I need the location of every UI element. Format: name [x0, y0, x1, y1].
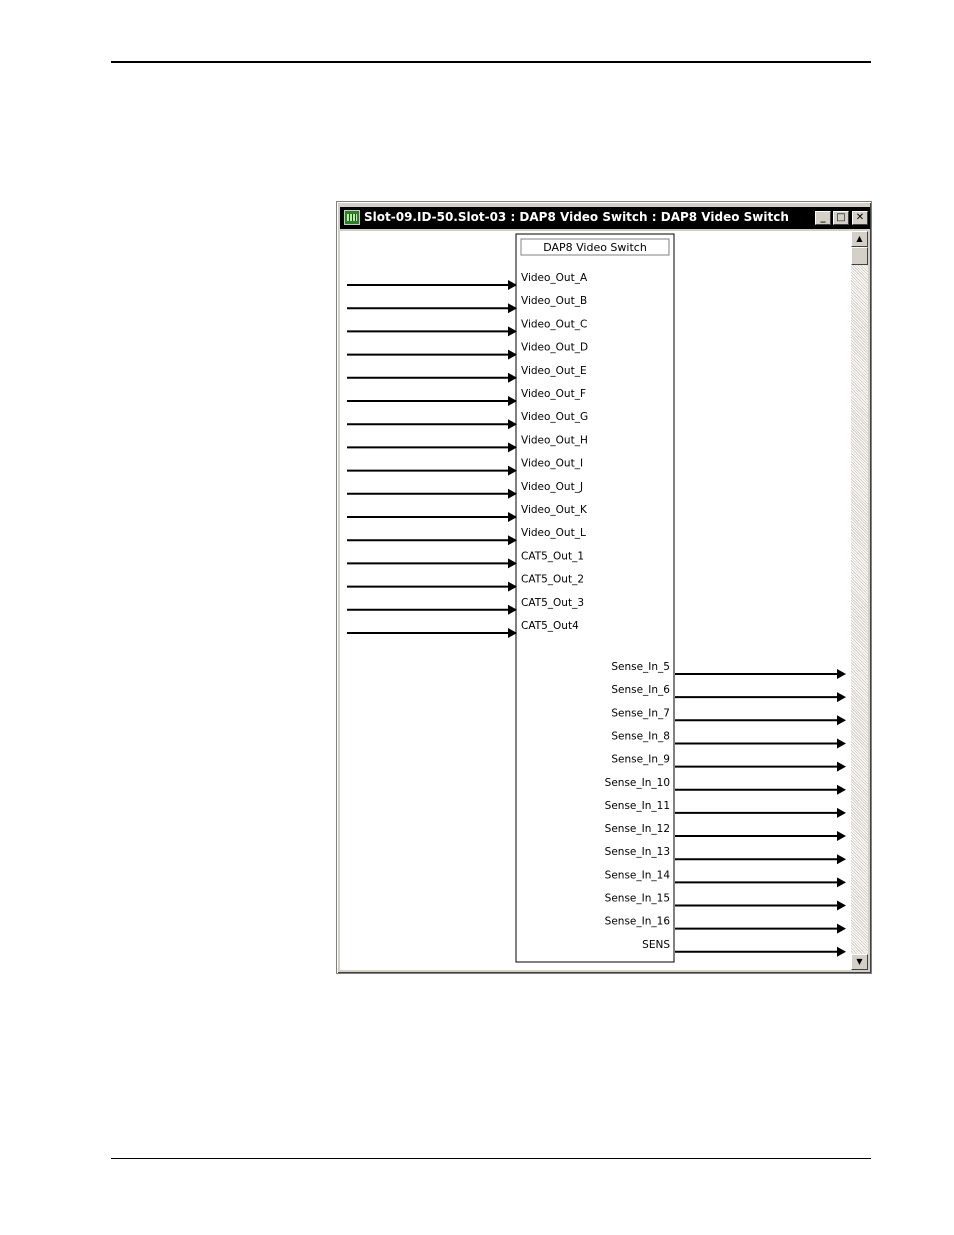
output-arrowhead	[837, 901, 846, 911]
output-signal-label[interactable]: Sense_In_12	[604, 823, 670, 836]
output-signal-label[interactable]: Sense_In_10	[604, 776, 670, 789]
output-arrowhead	[837, 947, 846, 957]
scroll-down-button[interactable]: ▼	[851, 954, 868, 970]
footer-rule	[111, 1158, 871, 1159]
output-signal-label[interactable]: Sense_In_7	[611, 707, 670, 720]
input-signal-label[interactable]: Video_Out_H	[521, 434, 588, 447]
scroll-up-button[interactable]: ▲	[851, 231, 868, 247]
output-arrowhead	[837, 692, 846, 702]
input-signal-label[interactable]: CAT5_Out_2	[521, 573, 585, 586]
input-signal-label[interactable]: Video_Out_F	[521, 388, 586, 400]
symbol-diagram	[336, 201, 872, 974]
output-arrowhead	[837, 808, 846, 818]
output-signal-label[interactable]: Sense_In_13	[604, 846, 670, 859]
output-arrowhead	[837, 854, 846, 864]
output-signal-label[interactable]: Sense_In_8	[611, 730, 670, 743]
maximize-button[interactable]: □	[833, 211, 849, 225]
output-signal-label[interactable]: Sense_In_15	[604, 892, 670, 905]
input-signal-label[interactable]: Video_Out_J	[521, 480, 584, 493]
output-signal-label[interactable]: Sense_In_9	[611, 753, 670, 766]
input-signal-label[interactable]: Video_Out_A	[521, 272, 588, 284]
close-button[interactable]: ✕	[852, 211, 868, 225]
input-signal-label[interactable]: Video_Out_D	[521, 341, 589, 354]
output-arrowhead	[837, 785, 846, 795]
input-signal-label[interactable]: CAT5_Out_1	[521, 550, 585, 563]
input-signal-label[interactable]: Video_Out_C	[521, 318, 588, 331]
output-signal-label[interactable]: Sense_In_14	[604, 869, 670, 882]
output-signal-label[interactable]: Sense_In_6	[611, 684, 670, 697]
output-arrowhead	[837, 877, 846, 887]
output-arrowhead	[837, 762, 846, 772]
output-signal-label[interactable]: Sense_In_5	[611, 661, 670, 673]
input-signal-label[interactable]: Video_Out_B	[521, 295, 588, 308]
input-signal-label[interactable]: CAT5_Out_3	[521, 596, 585, 609]
output-arrowhead	[837, 831, 846, 841]
input-signal-label[interactable]: Video_Out_L	[521, 527, 586, 540]
minimize-button[interactable]: _	[815, 211, 831, 225]
output-signal-label[interactable]: Sense_In_16	[604, 915, 670, 928]
symbol-title: DAP8 Video Switch	[543, 241, 647, 254]
input-signal-label[interactable]: Video_Out_E	[521, 364, 587, 377]
header-rule	[111, 61, 871, 63]
output-arrowhead	[837, 669, 846, 679]
input-signal-label[interactable]: Video_Out_G	[521, 411, 589, 424]
input-signal-label[interactable]: CAT5_Out4	[521, 620, 579, 632]
output-signal-label[interactable]: SENS	[642, 938, 670, 951]
input-signal-label[interactable]: Video_Out_I	[521, 457, 584, 470]
output-arrowhead	[837, 715, 846, 725]
window-title: Slot-09.ID-50.Slot-03 : DAP8 Video Switch : DAP8 Video Switch	[364, 210, 789, 224]
output-arrowhead	[837, 924, 846, 934]
output-signal-label[interactable]: Sense_In_11	[604, 799, 670, 812]
output-arrowhead	[837, 738, 846, 748]
input-signal-label[interactable]: Video_Out_K	[521, 504, 587, 516]
